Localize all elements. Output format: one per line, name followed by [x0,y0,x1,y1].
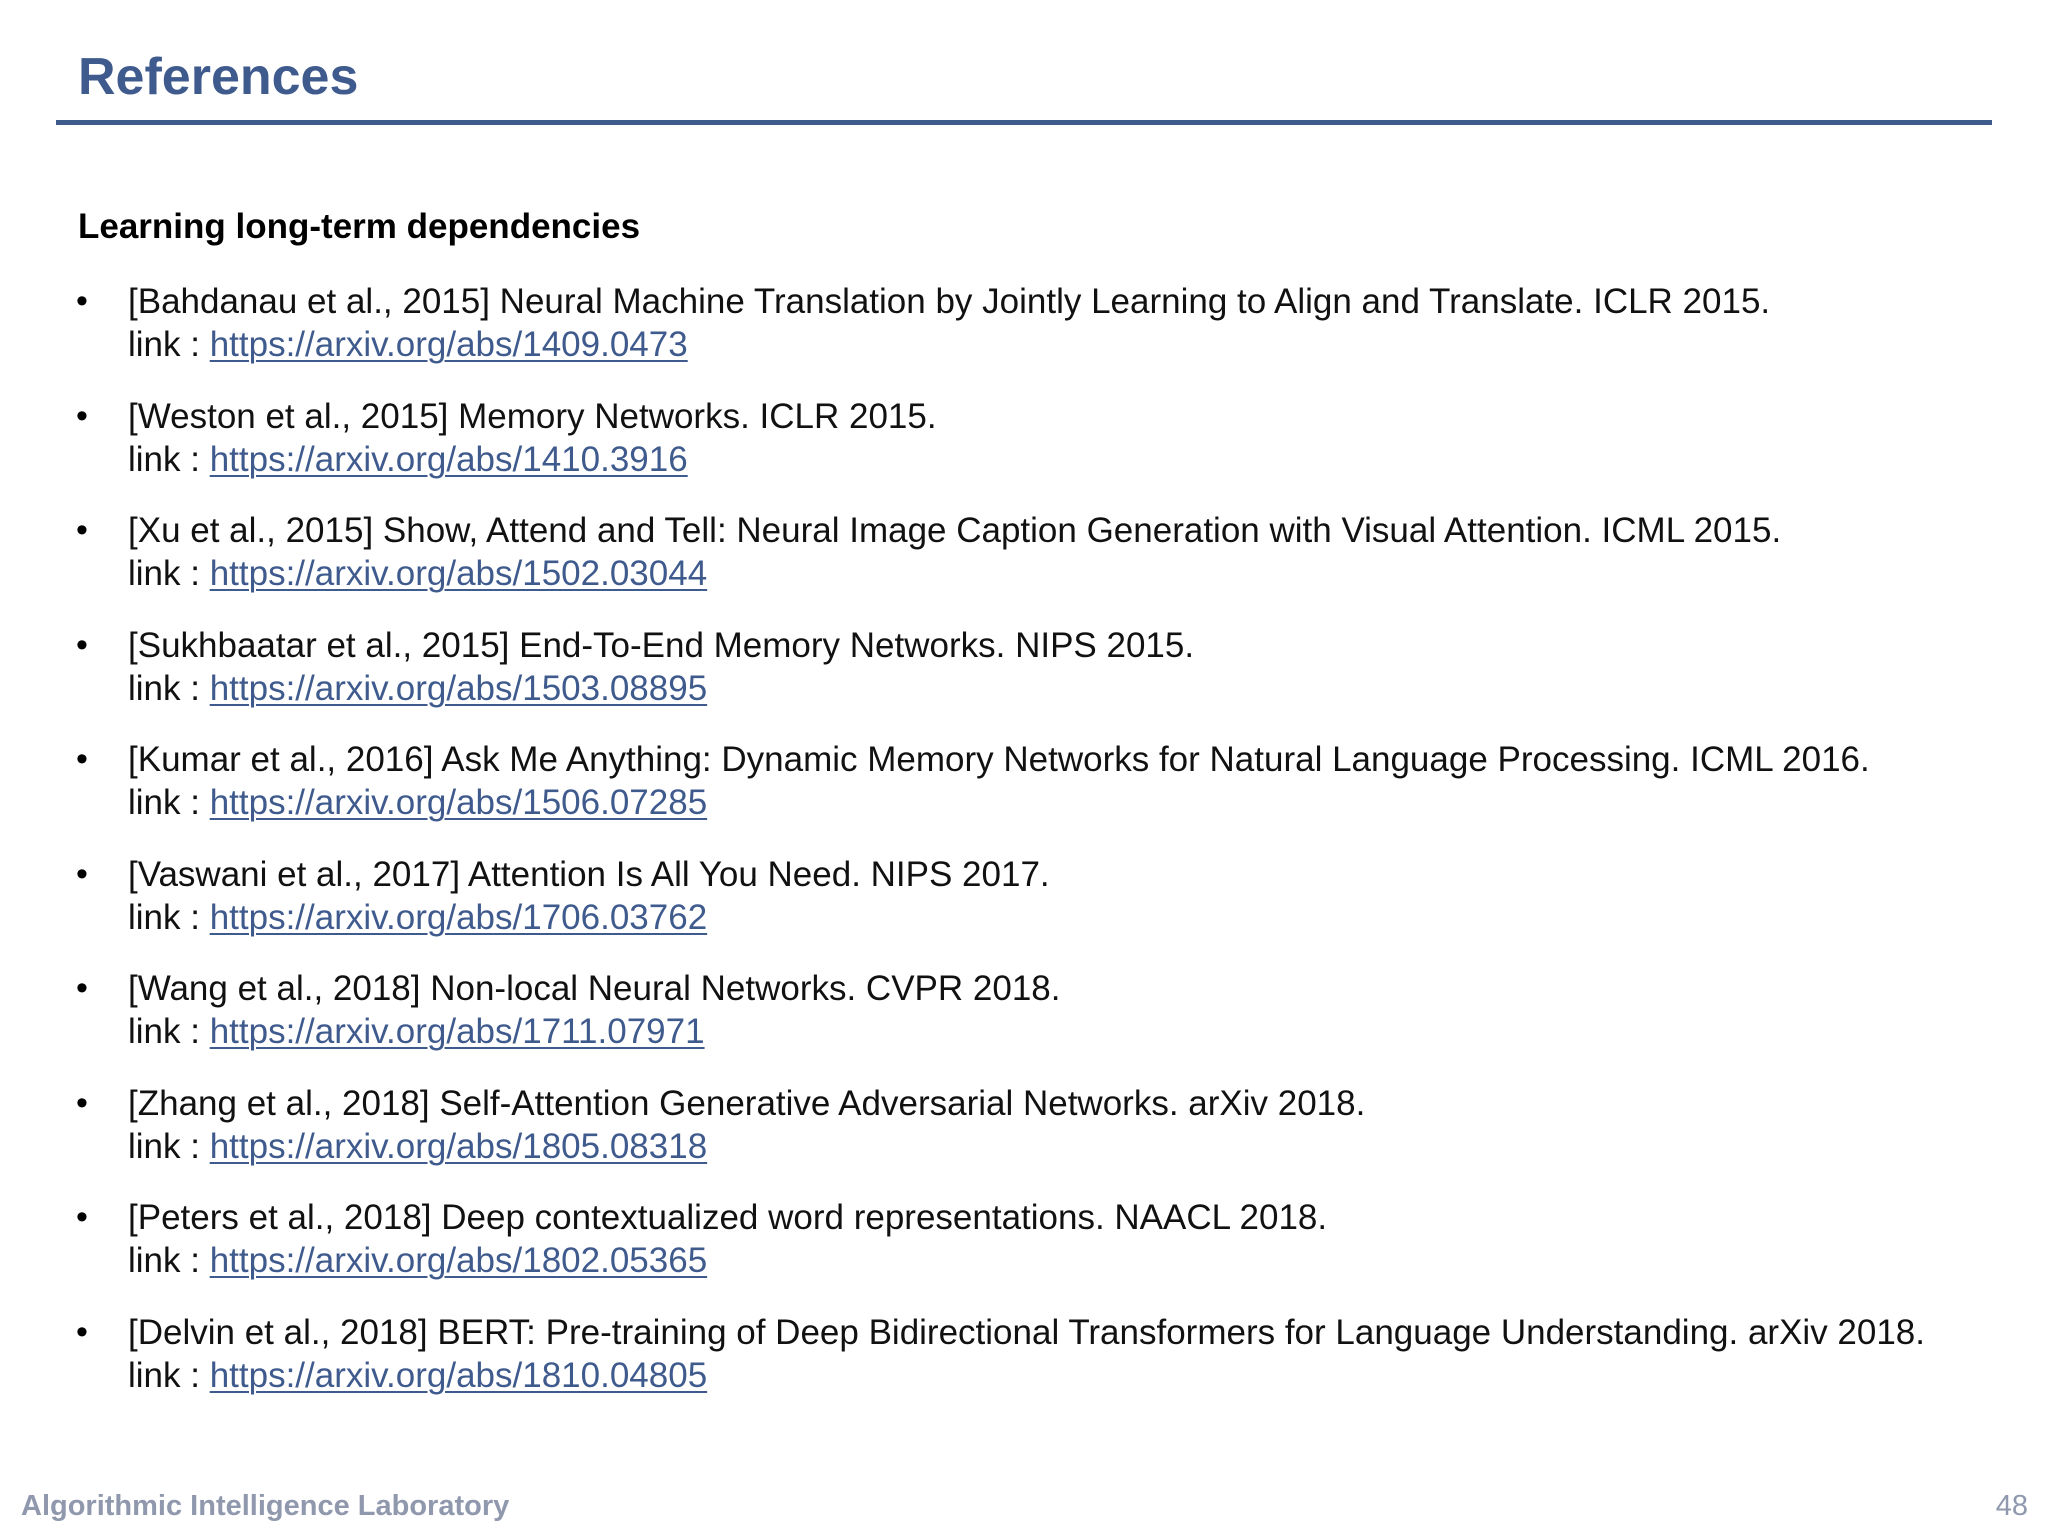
reference-citation: [Weston et al., 2015] Memory Networks. ICLR 2015. [128,396,937,436]
reference-link-line [128,667,2048,710]
reference-link[interactable]: https://arxiv.org/abs/1706.03762 [209,897,708,937]
reference-item [0,738,2048,853]
reference-link-line [128,1125,2048,1168]
reference-link-line [128,1354,2048,1397]
bullet-icon: • [76,1198,88,1236]
reference-link[interactable]: https://arxiv.org/abs/1410.3916 [209,439,688,479]
reference-citation: [Vaswani et al., 2017] Attention Is All You Need. NIPS 2017. [128,854,1050,894]
reference-item [0,395,2048,510]
reference-item [0,1082,2048,1197]
link-label: link : [128,1126,210,1166]
footer-lab-name: Algorithmic Intelligence Laboratory [21,1490,510,1522]
reference-citation: [Sukhbaatar et al., 2015] End-To-End Memory Networks. NIPS 2015. [128,625,1195,665]
reference-citation: [Kumar et al., 2016] Ask Me Anything: Dynamic Memory Networks for Natural Language Processing. ICML 2016. [128,740,1870,779]
slide-title: References [78,48,359,106]
bullet-icon: • [76,969,88,1007]
bullet-icon: • [76,282,88,320]
link-label: link : [128,325,210,364]
title-divider [56,120,1992,125]
link-label: link : [128,554,210,593]
bullet-icon: • [76,740,88,778]
reference-list [0,280,2048,1425]
reference-item [0,1196,2048,1311]
bullet-icon: • [76,1312,88,1351]
link-label: link : [128,439,210,479]
link-label: link : [128,1012,210,1051]
reference-link-line [128,438,2048,481]
reference-link[interactable]: https://arxiv.org/abs/1810.04805 [209,1355,708,1395]
reference-link-line [128,1010,2048,1053]
link-label: link : [128,668,210,708]
reference-link[interactable]: https://arxiv.org/abs/1503.08895 [209,668,708,708]
reference-link[interactable]: https://arxiv.org/abs/1506.07285 [209,783,708,822]
reference-link-line [128,781,2048,824]
reference-link[interactable]: https://arxiv.org/abs/1711.07971 [209,1012,705,1051]
link-label: link : [128,783,210,822]
reference-citation: [Bahdanau et al., 2015] Neural Machine Translation by Jointly Learning to Align and Translate. ICLR 2015. [128,282,1771,321]
reference-citation: [Peters et al., 2018] Deep contextualized word representations. NAACL 2018. [128,1198,1328,1237]
reference-citation: [Wang et al., 2018] Non-local Neural Networks. CVPR 2018. [128,969,1061,1008]
reference-citation: [Zhang et al., 2018] Self-Attention Generative Adversarial Networks. arXiv 2018. [128,1083,1366,1123]
reference-link-line [128,896,2048,939]
reference-link-line [128,323,2048,366]
link-label: link : [128,897,210,937]
link-label: link : [128,1241,210,1280]
bullet-icon: • [76,396,88,435]
reference-item [0,624,2048,739]
reference-link-line [128,552,2048,595]
bullet-icon: • [76,625,88,664]
reference-link[interactable]: https://arxiv.org/abs/1502.03044 [209,554,708,593]
link-label: link : [128,1355,210,1395]
section-heading: Learning long-term dependencies [78,207,641,246]
reference-item [0,967,2048,1082]
bullet-icon: • [76,1083,88,1122]
reference-link[interactable]: https://arxiv.org/abs/1409.0473 [209,325,688,364]
bullet-icon: • [76,511,88,549]
reference-citation: [Xu et al., 2015] Show, Attend and Tell: Neural Image Caption Generation with Visual Attention. ICML 2015. [128,511,1782,550]
reference-link[interactable]: https://arxiv.org/abs/1805.08318 [209,1126,708,1166]
bullet-icon: • [76,854,88,893]
reference-item [0,853,2048,968]
reference-link[interactable]: https://arxiv.org/abs/1802.05365 [209,1241,708,1280]
reference-link-line [128,1239,2048,1282]
reference-item [0,509,2048,624]
reference-item [0,280,2048,395]
page-number: 48 [1995,1490,2028,1522]
reference-item [0,1311,2048,1426]
reference-citation: [Delvin et al., 2018] BERT: Pre-training of Deep Bidirectional Transformers for Language Understanding. arXiv 2018. [128,1312,1925,1352]
